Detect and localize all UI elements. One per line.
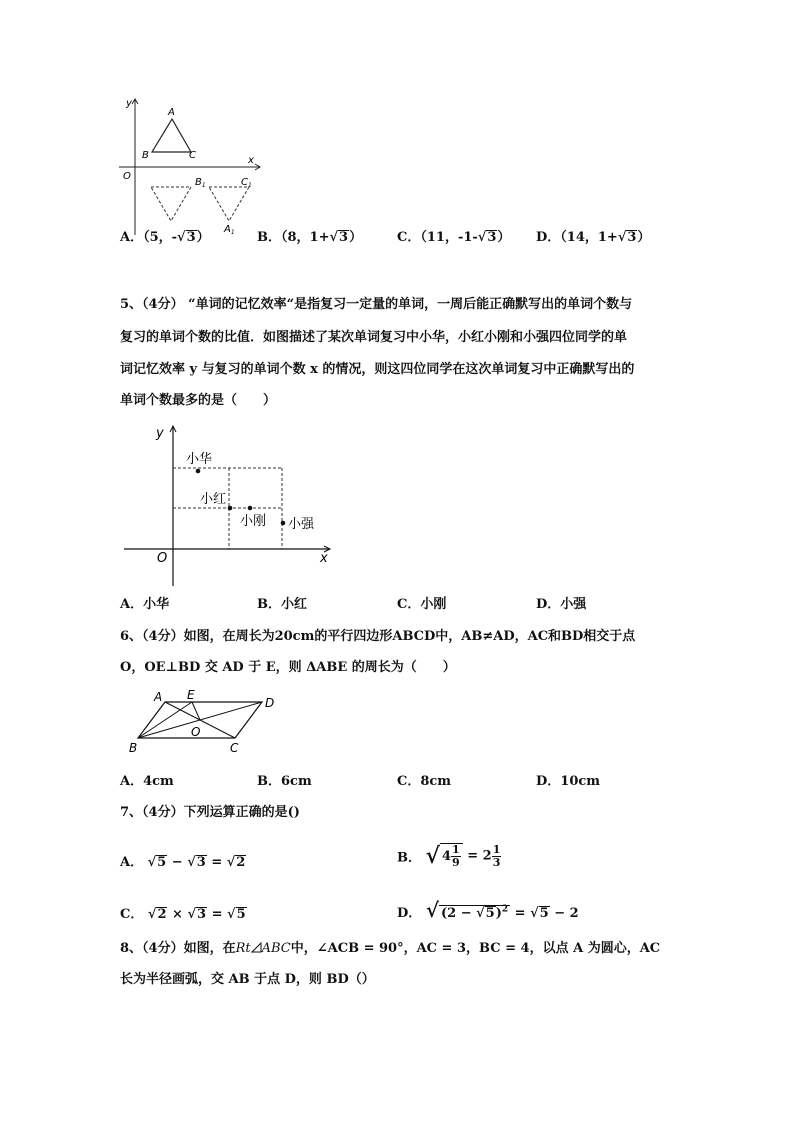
- q5-point-xiaohua: [196, 469, 201, 474]
- q4-label-b: B: [142, 150, 149, 161]
- q5-line-3: 词记忆效率 y 与复习的单词个数 x 的情况，则这四位同学在这次单词复习中正确默写出的: [120, 362, 635, 377]
- q5-label-y: y: [156, 426, 164, 441]
- q6-label-a: A: [154, 690, 163, 704]
- q5-option-a: A．小华: [120, 597, 170, 612]
- q4-graph: [115, 95, 265, 237]
- q6-label-e: E: [187, 688, 195, 702]
- q8-line-2: 长为半径画弧，交 AB 于点 D，则 BD（）: [120, 972, 375, 987]
- q5-point-xiaogang: [248, 506, 253, 511]
- q6-label-c: C: [230, 741, 239, 755]
- q5-label-xiaogang: 小刚: [240, 514, 267, 529]
- q4-option-b: B．（8，1+√3）: [257, 230, 363, 245]
- q5-graph: [120, 422, 340, 590]
- q5-label-xiaohong: 小红: [200, 492, 227, 507]
- q4-triangle-abc: [152, 119, 191, 152]
- q7-option-d: D． √ $(2 - √5)^2 = √5 - 2$: [397, 898, 579, 922]
- q4-label-x: x: [248, 155, 254, 166]
- q8-line-1: 8、（4分）如图，在Rt ABC中，∠ACB = 90°，AC = 3，BC = 4，以点 A 为圆心，AC: [120, 941, 661, 956]
- q4-option-c: C．（11，-1-√3）: [397, 230, 511, 245]
- q5-line-1: 5、（4分） “单词的记忆效率“是指复习一定量的单词，一周后能正确默写出的单词个数与: [120, 297, 633, 312]
- q6-label-o: O: [191, 725, 201, 739]
- q6-label-b: B: [129, 741, 138, 755]
- q6-segment-oe: [192, 702, 200, 720]
- q5-line-4: 单词个数最多的是（ ）: [120, 393, 277, 408]
- q4-label-c: C: [189, 150, 196, 161]
- q4-label-b1: $B_1$: [195, 177, 206, 189]
- q5-line-2: 复习的单词个数的比值．如图描述了某次单词复习中小华，小红小刚和小强四位同学的单: [120, 330, 628, 345]
- q7-option-b: B． √ 4 1 9 = 2 $\frac{1}{3}$: [397, 842, 501, 869]
- q6-line-2: O，OE⊥BD 交 AD 于 E，则 ΔABE 的周长为（ ）: [120, 660, 456, 675]
- q7-stem: 7、（4分）下列运算正确的是(): [120, 805, 300, 820]
- q6-segment-be: [138, 702, 192, 738]
- q4-dashed-triangle-2: [209, 187, 249, 221]
- q5-label-xiaohua: 小华: [186, 452, 213, 467]
- q6-option-b: B．6cm: [257, 774, 312, 789]
- q7-option-a: A． √5 − √3 = √2: [120, 855, 246, 870]
- q6-label-d: D: [265, 696, 275, 710]
- q4-option-a: A．（5，-√3）: [120, 230, 210, 245]
- q4-option-d: D．（14，1+√3）: [536, 230, 651, 245]
- q8-triangle-symbol: [251, 942, 262, 953]
- q6-option-c: C．8cm: [397, 774, 452, 789]
- q5-label-x: x: [320, 551, 328, 566]
- q6-option-a: A．4cm: [120, 774, 174, 789]
- q5-label-o: O: [157, 551, 168, 566]
- q4-label-c1: $C_1$: [241, 177, 252, 189]
- q7-option-c: C． √2 × √3 = √5: [120, 907, 246, 922]
- q4-dashed-triangle-1: [151, 187, 191, 221]
- q6-option-d: D．10cm: [536, 774, 601, 789]
- q6-figure: [120, 686, 285, 756]
- q5-option-d: D．小强: [536, 597, 587, 612]
- q4-label-a1: $A_1$: [224, 224, 235, 236]
- q5-point-xiaohong: [228, 506, 233, 511]
- q5-label-xiaoqiang: 小强: [288, 517, 315, 532]
- q5-option-b: B．小红: [257, 597, 307, 612]
- q4-label-o: O: [123, 171, 131, 182]
- q4-label-a: A: [168, 107, 175, 118]
- q5-point-xiaoqiang: [281, 521, 286, 526]
- q4-label-y: y: [126, 98, 132, 109]
- q6-line-1: 6、（4分）如图，在周长为20cm的平行四边形ABCD中，AB≠AD，AC和BD相交于点: [120, 629, 636, 644]
- q5-option-c: C．小刚: [397, 597, 447, 612]
